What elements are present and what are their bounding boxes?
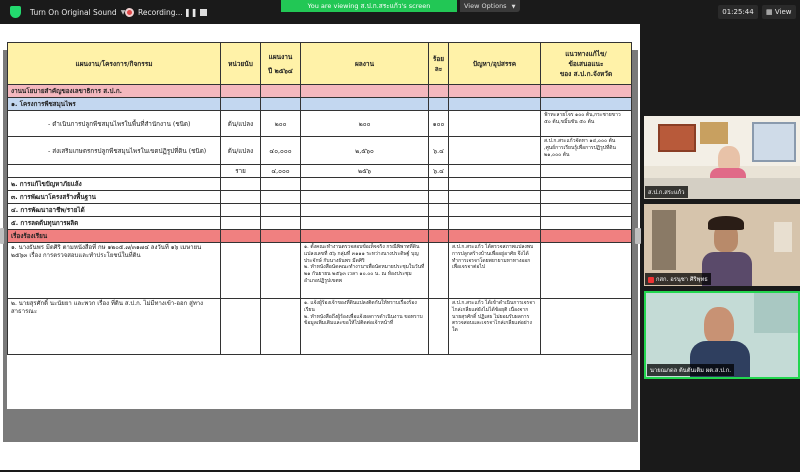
original-sound-button[interactable] [30, 5, 125, 19]
original-sound-label: Turn On Original Sound [30, 7, 117, 17]
table-row [8, 111, 632, 137]
security-status[interactable] [10, 5, 21, 19]
row-target: ๔๐,๐๐๐ [261, 137, 301, 165]
header-result: ผลงาน [301, 43, 429, 85]
participant-hair [708, 216, 744, 230]
section-complaints-label: เรื่องร้องเรียน [8, 230, 221, 243]
participant-person [704, 307, 734, 345]
window [752, 122, 796, 162]
view-button-label: View [774, 8, 792, 16]
header-percent [429, 43, 449, 85]
row-solution: ฟ้าทะลายโจร ๑๐๐ ต้น,กระชายขาว ๕๐ ต้น,ขมิ้นชัน ๕๐ ต้น [541, 111, 632, 137]
row-problem [449, 137, 541, 165]
shield-icon [10, 6, 21, 18]
wall-panel [754, 293, 798, 333]
row-target: ๔,๐๐๐ [261, 165, 301, 178]
row-solution [541, 165, 632, 178]
header-target-line1: แผนงาน [268, 52, 293, 61]
meeting-timer: 01:25:44 [718, 5, 758, 19]
row-percent: ๖.๔ [429, 137, 449, 165]
table-row [8, 178, 632, 191]
row-percent: ๖.๔ [429, 165, 449, 178]
stop-recording-button[interactable] [200, 5, 207, 19]
zoom-toolbar [0, 0, 800, 24]
table-row [8, 299, 632, 355]
row-solution: ส.ป.ก.สระแก้วจัดหา ๑๔,๐๐๐ ต้น ,ศูนย์การเรียนรู้เพื่อการปฏิรูปที่ดิน ๒๑,๐๐๐ ต้น [541, 137, 632, 165]
table-header-row [8, 43, 632, 85]
header-solution-line3: ของ ส.ป.ก.จังหวัด [559, 69, 613, 78]
header-unit: หน่วยนับ [221, 43, 261, 85]
complaint-result: ๑. แจ้งผู้ร้องเจ้าของที่ดินแปลงติดกันให้ทราบเรื่องร้องเรียน ๒. ทำหนังสือถึงผู้ร้องเพื่อแจ้งผลการดำเนินงาน ขอทราบข้อมูลเพิ่มเติมและขอให้ไปติดต่อเจ้าหน้าที่ [301, 299, 429, 355]
row-plan: - ส่งเสริมเกษตรกรปลูกพืชสมุนไพรในเขตปฏิรูปที่ดิน (ชนิด) [8, 137, 221, 165]
stop-icon [200, 9, 207, 16]
item-infrastructure: ๓. การพัฒนาโครงสร้างพื้นฐาน [8, 191, 221, 204]
row-unit: ต้น/แปลง [221, 111, 261, 137]
recording-label: Recording... [138, 7, 183, 17]
section-row-complaints [8, 230, 632, 243]
chevron-down-icon: ▼ [511, 4, 516, 10]
table-row [8, 243, 632, 299]
participant-name: กสก. อรนุชา ศิริพุทธ [656, 277, 708, 283]
row-result: ๒๕๖ [301, 165, 429, 178]
row-plan [8, 165, 221, 178]
table-row [8, 137, 632, 165]
header-solution [541, 43, 632, 85]
header-percent-line2: ละ [434, 64, 443, 73]
table-row [8, 204, 632, 217]
header-solution-line1: แนวทางแก้ไข/ [565, 49, 607, 58]
recording-icon [125, 8, 134, 17]
row-problem [449, 165, 541, 178]
participant-panel [644, 24, 800, 470]
pause-icon: ❚❚ [184, 7, 198, 17]
scroll-handle-left[interactable] [0, 228, 4, 244]
grid-icon: ▦ [766, 8, 773, 16]
chevron-down-icon[interactable]: ▼ [120, 8, 126, 16]
section-policy-label: งานนโยบายสำคัญของเลขาธิการ ส.ป.ก. [8, 85, 221, 98]
item-cost-reduction: ๕. การลดต้นทุนการผลิต [8, 217, 221, 230]
header-target [261, 43, 301, 85]
section-row-herb [8, 98, 632, 111]
screen-share-banner: You are viewing ส.ป.ก.สระแก้ว's screen [281, 0, 457, 12]
report-document [7, 42, 631, 409]
video-tile-active-speaker[interactable] [644, 291, 800, 379]
row-plan: - ดำเนินการปลูกพืชสมุนไพรในพื้นที่สำนักงาน (ชนิด) [8, 111, 221, 137]
row-unit: ราย [221, 165, 261, 178]
complaint-result: ๑. ตั้งคณะทำงานตรวจสอบข้อเท็จจริง กรณีพิพาทที่ดิน แปลงเลขที่ ๕๖ กลุ่มที่ ๓๑๑๑ ระหว่างนางประดิษฐ์ บุญประจักษ์ กับนางธันพร มีดศิริ ๒. ทำหนังสือนัดคณะทำงานฯเพื่อนัดหมายประชุมในวันที่ ๒๑ กันยายน ๒๕๖๓ เวลา ๑๐.๐๐ น. ณ ห้องประชุมอำเภอปฏิรูปเขตพ [301, 243, 429, 299]
row-unit: ต้น/แปลง [221, 137, 261, 165]
complaint-plan: ๑. นางธันพร มีดศิริ ตามหนังสือที่ กษ ๑๒๐๕.๗/๓๑๗๔ ลงวันที่ ๑๖ เมษายน ๒๕๖๓ เรื่อง การตรวจสอบและทำประโยชน์ในที่ดิน [8, 243, 221, 299]
participant-name-tag: นายณภดล ต้นตันเติม ผต.ส.ป.ก. [647, 364, 734, 376]
header-plan: แผนงาน/โครงการ/กิจกรรม [8, 43, 221, 85]
participant-name-tag: ส.ป.ก.สระแก้ว [645, 186, 688, 198]
item-career: ๔. การพัฒนาอาชีพ/รายได้ [8, 204, 221, 217]
wall-picture [658, 124, 696, 152]
row-percent: ๑๐๐ [429, 111, 449, 137]
complaint-problem: ส.ป.ก.สระแก้ว ได้ตรวจสภาพแปลงพบการปลูกสร้างบ้านเพื่ออยู่อาศัย จึงได้ทำการเจรจาโดยพยายามหาทางออก เพื่อเจรจาต่อไป [449, 243, 541, 299]
table-row [8, 191, 632, 204]
mic-muted-icon [648, 277, 654, 283]
participant-name-tag [645, 273, 711, 285]
section-herb-label: ๑. โครงการพืชสมุนไพร [8, 98, 221, 111]
row-result: ๒,๕๖๐ [301, 137, 429, 165]
video-tile-office[interactable] [644, 116, 800, 199]
table-row [8, 217, 632, 230]
view-options-label: View Options [464, 2, 507, 10]
shelf [652, 210, 676, 270]
header-percent-line1: ร้อย [432, 54, 445, 63]
header-solution-line2: ข้อเสนอแนะ [568, 59, 604, 68]
table-row [8, 165, 632, 178]
row-result: ๒๐๐ [301, 111, 429, 137]
report-table [7, 42, 632, 355]
header-problem: ปัญหา/อุปสรรค [449, 43, 541, 85]
video-tile-participant[interactable] [644, 204, 800, 286]
header-target-line2: ปี ๒๕๖๔ [268, 66, 293, 75]
row-target: ๒๐๐ [261, 111, 301, 137]
door [774, 222, 792, 252]
complaint-problem: ส.ป.ก.สระแก้ว ได้เข้าดำเนินการเจรจาไกล่เกลี่ยแต่ยังไม่ได้ข้อยุติ เนื่องจากนายสุรศักดิ์ ปฏิเสธ ไม่ยอมรับผลการตรวจสอบและเจรจาไกล่เกลี่ยแต่อย่างใด [449, 299, 541, 355]
row-problem [449, 111, 541, 137]
section-row-policy [8, 85, 632, 98]
wall-picture [700, 122, 728, 144]
view-options-menu[interactable] [460, 0, 520, 12]
scroll-handle-right[interactable] [635, 228, 641, 244]
pause-recording-button[interactable] [184, 5, 197, 19]
recording-indicator [125, 5, 183, 19]
complaint-plan: ๒. นายสุรศักดิ์ นะนัยยา และพวก เรื่อง ที่ดิน ส.ป.ก. ไม่มีทางเข้า-ออก สู่ทางสาธารณะ [8, 299, 221, 355]
view-button[interactable] [762, 5, 796, 19]
item-drought: ๒. การแก้ไขปัญหาภัยแล้ง [8, 178, 221, 191]
